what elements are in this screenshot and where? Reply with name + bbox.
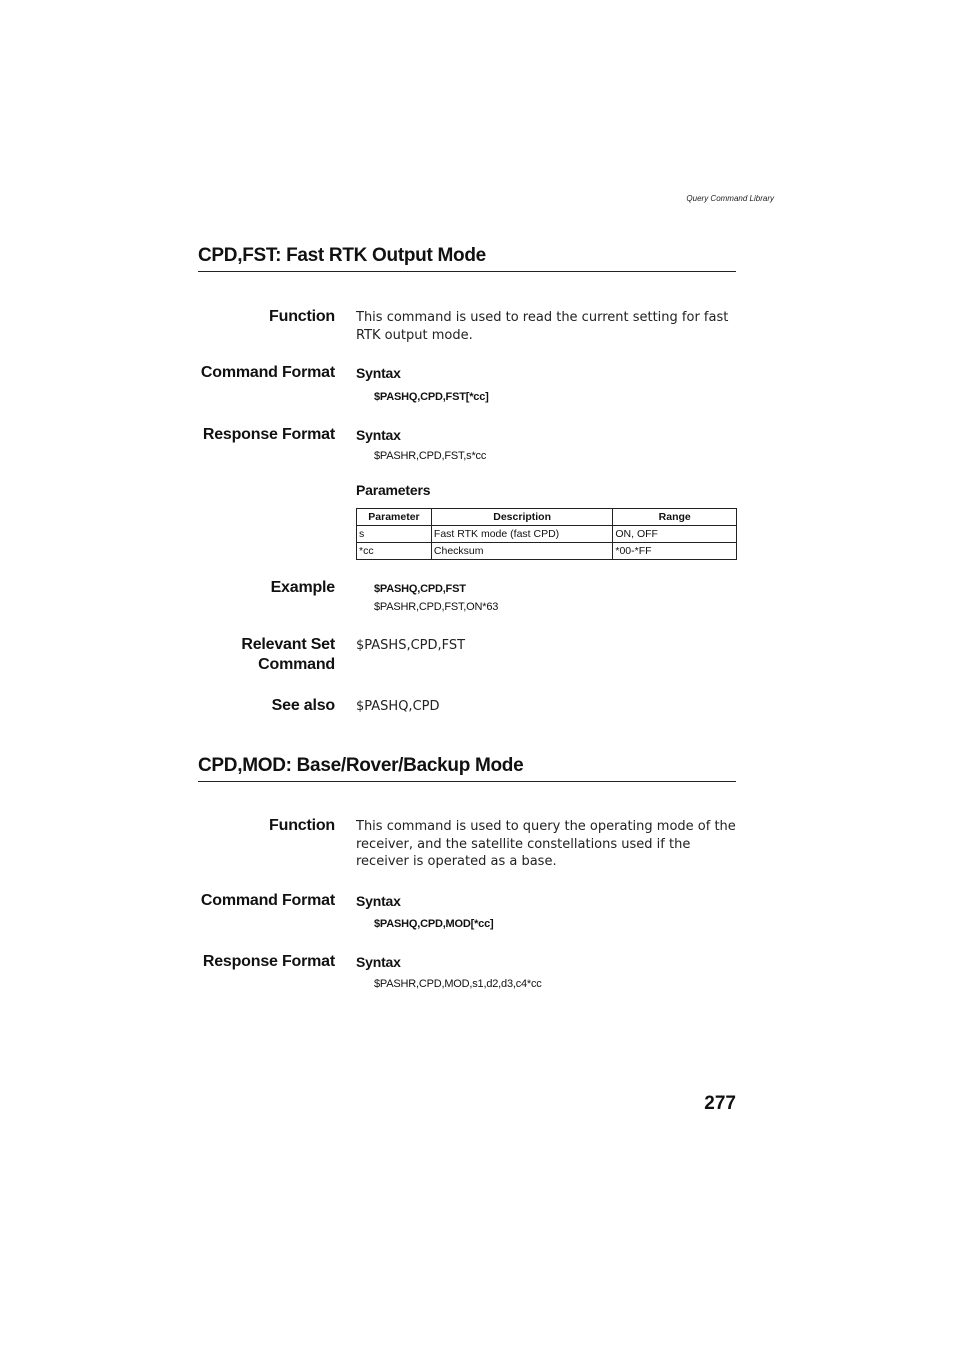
table-cell: ON, OFF <box>613 526 737 543</box>
function-label: Function <box>269 817 335 834</box>
table-header-cell: Description <box>431 509 612 526</box>
table-row <box>357 526 737 543</box>
relevant-set-label-line1: Relevant Set <box>241 636 335 653</box>
parameters-table <box>356 508 737 560</box>
table-header-row <box>357 509 737 526</box>
response-format-label: Response Format <box>202 953 335 970</box>
table-header-cell: Range <box>613 509 737 526</box>
relevant-set-value: $PASHS,CPD,FST <box>356 638 466 653</box>
table-row <box>357 543 737 560</box>
command-syntax-heading: Syntax <box>356 365 401 381</box>
function-description: This command is used to read the current setting for fast RTK output mode. <box>356 310 729 343</box>
see-also-value: $PASHQ,CPD <box>356 699 440 714</box>
command-format-label: Command Format <box>200 364 335 381</box>
response-syntax: $PASHR,CPD,FST,s*cc <box>374 450 487 462</box>
example-query: $PASHQ,CPD,FST <box>374 583 466 595</box>
page-number: 277 <box>704 1093 736 1114</box>
relevant-set-label-line2: Command <box>258 656 335 673</box>
table-cell: Checksum <box>431 543 612 560</box>
command-format-label: Command Format <box>200 892 335 909</box>
command-syntax-heading: Syntax <box>356 893 401 909</box>
command-syntax: $PASHQ,CPD,FST[*cc] <box>374 391 489 403</box>
response-syntax-heading: Syntax <box>356 427 401 443</box>
response-syntax-heading: Syntax <box>356 954 401 970</box>
function-label: Function <box>269 308 335 325</box>
response-syntax: $PASHR,CPD,MOD,s1,d2,d3,c4*cc <box>374 978 542 990</box>
table-cell: Fast RTK mode (fast CPD) <box>431 526 612 543</box>
see-also-label: See also <box>271 697 335 714</box>
table-cell: *cc <box>357 543 432 560</box>
example-label: Example <box>270 579 335 596</box>
example-response: $PASHR,CPD,FST,ON*63 <box>374 601 499 613</box>
parameters-heading: Parameters <box>356 482 431 498</box>
response-format-label: Response Format <box>202 426 335 443</box>
command-syntax: $PASHQ,CPD,MOD[*cc] <box>374 918 494 930</box>
table-cell: s <box>357 526 432 543</box>
table-header-cell: Parameter <box>357 509 432 526</box>
table-cell: *00-*FF <box>613 543 737 560</box>
section-title-cpd-mod: CPD,MOD: Base/Rover/Backup Mode <box>198 755 736 782</box>
running-header: Query Command Library <box>686 194 774 203</box>
section-title-cpd-fst: CPD,FST: Fast RTK Output Mode <box>198 245 736 272</box>
function-description: This command is used to query the operating mode of the receiver, and the satellite constellations used if the receiver is operated as a base. <box>356 819 736 869</box>
